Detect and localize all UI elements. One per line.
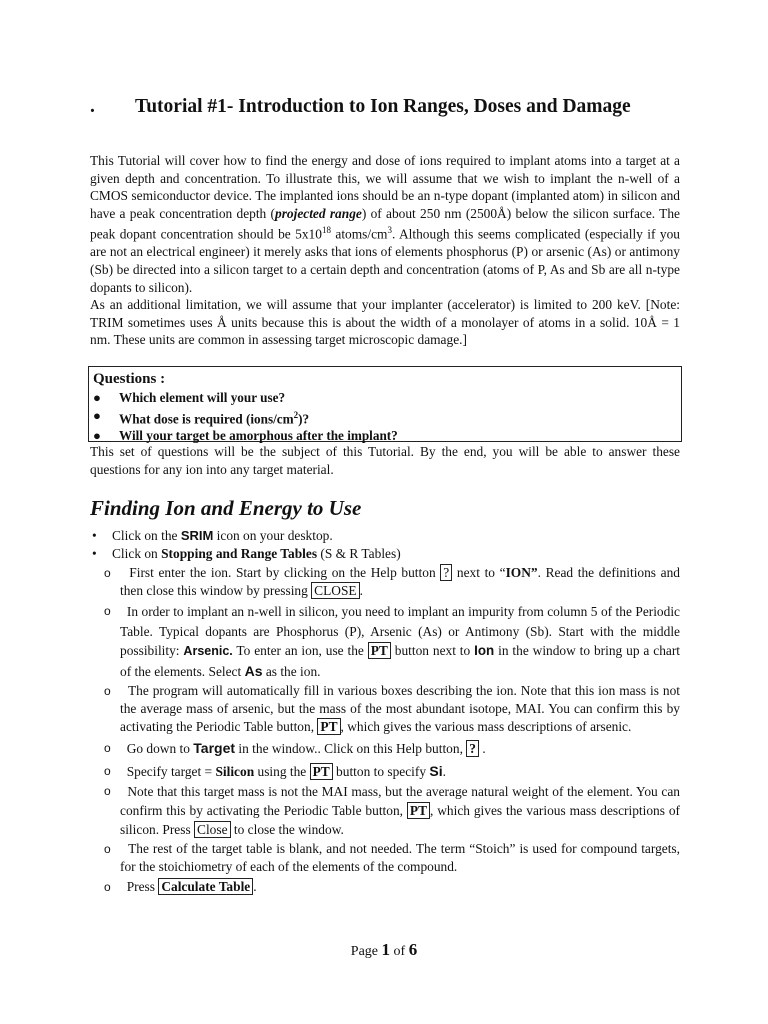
arsenic-label: Arsenic. [183, 644, 233, 658]
exponent: 3 [387, 225, 392, 236]
sub-list-item [90, 840, 680, 876]
limitation-paragraph: As an additional limitation, we will assume that your implanter (accelerator) is limited to 200 keV. [Note: TRIM sometimes uses Å units because this is about the width of a monolayer of atoms in a solid. 10Å = 1 nm. These units are common in assessing target microscopic damage.] [90, 297, 680, 348]
help-button[interactable]: ? [466, 740, 479, 757]
close-button[interactable]: Close [194, 821, 231, 838]
step-text: using the [254, 764, 310, 779]
question-text: Which element will your use? [119, 390, 286, 405]
projected-range-term: projected range [275, 205, 362, 221]
calculate-table-button[interactable]: Calculate Table [158, 878, 253, 895]
sub-list-item [90, 782, 680, 839]
page-number: 1 [381, 940, 391, 959]
exponent: 2 [293, 409, 299, 420]
step-text: . [253, 879, 257, 894]
sub-list-item [90, 682, 680, 736]
heading-text: Tutorial #1- Introduction to Ion Ranges, Doses and Damage [135, 96, 631, 117]
question-item [93, 389, 677, 407]
step-text: . [442, 764, 446, 779]
step-text: Press [126, 879, 159, 894]
step-text: . [359, 583, 363, 598]
step-text: . [478, 741, 486, 756]
bullet-icon: ● [93, 407, 101, 423]
help-button[interactable]: ? [440, 564, 452, 581]
sub-bullet-icon: o [104, 842, 111, 856]
list-item [90, 527, 680, 545]
sub-list-item [90, 878, 680, 896]
bullet-icon: ● [93, 428, 101, 444]
bullet-icon: ● [93, 390, 101, 405]
step-text: button next to [390, 643, 475, 658]
pt-button[interactable]: PT [310, 763, 333, 780]
sub-bullet-icon: o [104, 784, 111, 798]
intro-text: ) of about 250 nm (2500Å) below the silicon surface. The peak dopant concentration should be 5x10 [90, 205, 680, 242]
question-text: Will your target be amorphous after the implant? [119, 428, 398, 444]
si-label: Si [429, 763, 443, 779]
target-label: Target [193, 740, 236, 756]
step-text: In order to implant an n-well in silicon, you need to implant an impurity from column 5 of the Periodic Table. Typical dopants are Phosphorus (P), Arsenic (As) or Antimony (Sb). Start with the middle possibility: [120, 604, 680, 658]
silicon-label: Silicon [215, 764, 255, 779]
sub-list-item [90, 739, 680, 758]
step-text: , which gives the various mass descriptions of arsenic. [340, 719, 632, 734]
ion-field-label: Ion [474, 643, 495, 658]
stopping-range-label: Stopping and Range Tables [161, 546, 318, 561]
sub-bullet-icon: o [104, 880, 111, 894]
step-text: as the ion. [262, 663, 321, 679]
sub-bullet-icon: o [104, 684, 111, 698]
list-item [90, 545, 680, 563]
section-heading: Finding Ion and Energy to Use [90, 496, 362, 520]
step-text: (S & R Tables) [317, 546, 401, 561]
step-text: First enter the ion. Start by clicking on the Help button [129, 565, 441, 580]
step-text: To enter an ion, use the [232, 643, 368, 658]
step-text: , which gives the various mass descriptions of silicon. Press [120, 803, 680, 837]
intro-paragraph [90, 152, 680, 349]
step-text: Specify target = [126, 764, 216, 779]
step-text: in the window to bring up a chart of the elements. Select [120, 643, 681, 679]
ion-label: ION” [505, 565, 538, 580]
steps-list [90, 527, 680, 896]
questions-box [88, 366, 682, 442]
question-text: )? [298, 410, 310, 426]
pt-button[interactable]: PT [317, 718, 340, 735]
step-text: . Read the definitions and then close this window by pressing [120, 565, 680, 598]
exponent: 18 [321, 225, 331, 236]
step-text: next to “ [452, 565, 506, 580]
sub-bullet-icon: o [104, 604, 111, 618]
step-text: Click on [112, 546, 162, 561]
intro-text: . Although this seems complicated (especially if you are not an electrical engineer) it merely asks that ions of elements phosphorus (P) or arsenic (As) or antimony (Sb) be directed into a silicon target to a certain depth and concentration (atoms of P, As and Sb are all n-type dopants to silicon). [90, 226, 680, 295]
close-button[interactable]: CLOSE [311, 582, 359, 599]
step-text: Click on the [112, 528, 181, 543]
page-footer [0, 940, 768, 960]
question-item [93, 407, 677, 428]
after-questions-paragraph: This set of questions will be the subject of this Tutorial. By the end, you will be able to answer these questions for any ion into any target material. [90, 444, 680, 477]
step-text: The program will automatically fill in various boxes describing the ion. Note that this ion mass is not the average mass of arsenic, but the mass of the most abundant isotope, MAI. You can confirm this by activating the Periodic Table button, [120, 683, 681, 734]
step-text: to close the window. [230, 822, 344, 837]
pt-button[interactable]: PT [368, 642, 391, 659]
intro-text: This Tutorial will cover how to find the energy and dose of ions required to implant atoms into a target at a given depth and concentration. To illustrate this, we will assume that we wish to implant the n-well of a CMOS semiconductor device. The implanted ions should be an n-type dopant (implanted atom) in silicon and have a peak concentration depth ( [90, 153, 680, 221]
sub-list-item [90, 602, 680, 681]
sub-list-item [90, 564, 680, 600]
step-text: button to specify [332, 764, 430, 779]
sub-list-item [90, 762, 680, 781]
bullet-icon: • [92, 546, 97, 561]
step-text: Note that this target mass is not the MAI mass, but the average natural weight of the element. You can confirm this by activating the Periodic Table button, [120, 784, 680, 818]
sub-bullet-icon: o [104, 764, 111, 778]
page-word: Page [350, 944, 382, 959]
question-text: What dose is required (ions/cm [119, 410, 294, 426]
srim-label: SRIM [180, 528, 214, 543]
intro-text: atoms/cm [330, 226, 388, 242]
bullet-icon: • [92, 528, 97, 543]
step-text: in the window.. Click on this Help button, [235, 741, 467, 756]
sub-bullet-icon: o [104, 566, 111, 580]
page-total: 6 [408, 940, 418, 959]
of-word: of [390, 944, 409, 959]
pt-button[interactable]: PT [407, 802, 430, 819]
step-text: icon on your desktop. [213, 528, 333, 543]
as-label: As [244, 662, 263, 679]
step-text: The rest of the target table is blank, and not needed. The term “Stoich” is used for compound targets, for the stoichiometry of each of the elements of the compound. [120, 841, 680, 874]
heading-bullet: . [90, 96, 95, 117]
questions-title: Questions : [93, 371, 166, 387]
sub-bullet-icon: o [104, 741, 111, 755]
step-text: Go down to [126, 741, 194, 756]
